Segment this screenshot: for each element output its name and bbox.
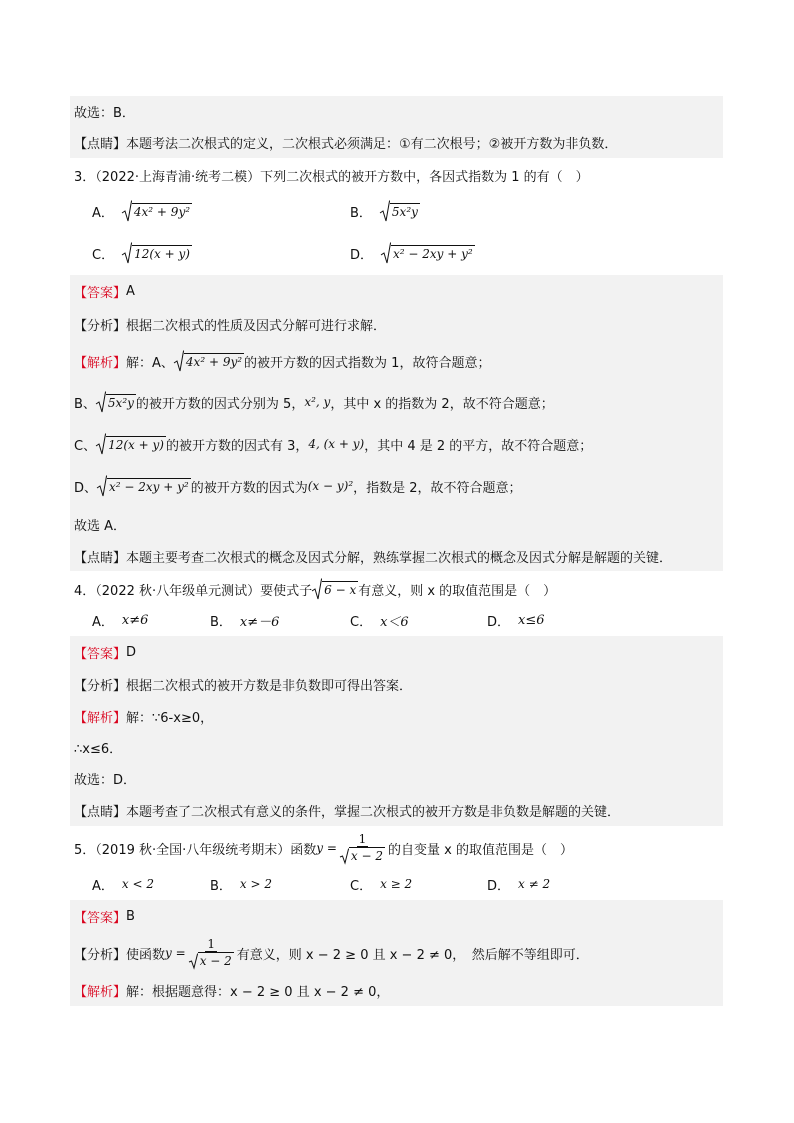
radical-sign-icon (189, 953, 198, 969)
jiexi-tag: 【解析】 (74, 984, 127, 1000)
radical-sign-icon (96, 391, 106, 413)
fenxi-tag: 【分析】 (74, 318, 127, 334)
fenxi-tag: 【分析】 (74, 678, 127, 694)
q3-option-d-radicand: x² − 2xy + y² (393, 247, 473, 261)
fraction: $\frac{1}{x - 2}$ (189, 937, 234, 969)
q4-option-c[interactable]: C． x＜6 (350, 614, 409, 630)
q5-option-a[interactable]: A． x < 2 (92, 877, 154, 894)
q4-dianjing-row: 【点睛】 本题考查了二次根式有意义的条件，掌握二次根式的被开方数是非负数是解题的关键． (70, 794, 723, 826)
q3-option-c-radicand: 12(x + y) (134, 247, 190, 261)
answer-tag: 【答案】 (74, 910, 127, 926)
q3-fenxi: 根据二次根式的性质及因式分解可进行求解． (126, 318, 387, 334)
fenxi-tag: 【分析】 (74, 947, 127, 963)
fraction: $\frac{1}{x - 2}$ (340, 832, 385, 864)
radical-sign-icon (380, 200, 390, 222)
q3-fenxi-row (70, 307, 723, 341)
q4-step2-row: ∴x≤6． (70, 732, 723, 762)
q2-dianjing-row (70, 126, 723, 158)
q3-option-a[interactable]: A． 4x² + 9y² (92, 198, 192, 224)
radical-sign-icon (97, 475, 107, 497)
q3-option-b-radicand: 5x²y (391, 205, 418, 219)
q4-jiexi-row: 【解析】 解：∵6-x≥0， (70, 700, 723, 732)
answer-tag: 【答案】 (74, 285, 127, 301)
q2-dianjing-text: 本题考法二次根式的定义，二次根式必须满足：①有二次根号；②被开方数为非负数． (126, 136, 618, 152)
radical-sign-icon (122, 200, 132, 222)
radical-sign-icon (174, 350, 184, 372)
q3-jiexi-d-row: D、 x² − 2xy + y² 的被开方数的因式为 (x − y)² ，指数是 2，故不符合题意； (70, 465, 723, 507)
q3-option-d[interactable]: D． x² − 2xy + y² (350, 240, 475, 266)
q3-stem: 3．（2022·上海青浦·统考二模）下列二次根式的被开方数中，各因式指数为 1 的有（ ） (74, 169, 589, 185)
q4-answer-row: 【答案】 D (70, 636, 723, 668)
q4-choose-row: 故选：D． (70, 762, 723, 794)
dianjing-tag: 【点睛】 (74, 550, 127, 566)
q4-option-d[interactable]: D． x≤6 (487, 612, 545, 630)
jiexi-tag: 【解析】 (74, 355, 127, 371)
q3-option-c[interactable]: C． 12(x + y) (92, 240, 192, 266)
q3-dianjing-row: 【点睛】 本题主要考查二次根式的概念及因式分解，熟练掌握二次根式的概念及因式分解是解题的关键． (70, 541, 723, 571)
q2-choose-row (70, 96, 723, 126)
q5-stem: 5．（2019 秋·全国·八年级统考期末）函数 y = $\frac{1}{x - 2}$ 的自变量 x 的取值范围是（ ） (74, 832, 573, 863)
q3-option-a-radicand: 4x² + 9y² (133, 205, 191, 219)
q3-jiexi-a-row: 【解析】 解：A、 4x² + 9y² 的被开方数的因式指数为 1，故符合题意； (70, 341, 723, 381)
radical-sign-icon (312, 578, 322, 600)
q3-answer-row (70, 275, 723, 307)
q5-answer-row: 【答案】 B (70, 900, 723, 932)
q5-option-c[interactable]: C． x ≥ 2 (350, 877, 413, 894)
dianjing-tag: 【点睛】 (74, 804, 127, 820)
q4-option-a[interactable]: A． x≠6 (92, 612, 149, 630)
q3-answer: A (126, 283, 135, 299)
q4-option-b[interactable]: B． x≠－6 (210, 614, 280, 630)
dianjing-tag: 【点睛】 (74, 136, 127, 152)
jiexi-tag: 【解析】 (74, 710, 127, 726)
radical-sign-icon (122, 242, 132, 264)
answer-tag: 【答案】 (74, 646, 127, 662)
q5-option-b[interactable]: B． x > 2 (210, 877, 273, 894)
radical-sign-icon (381, 242, 391, 264)
q3-jiexi-b-row: B、 5x²y 的被开方数的因式分别为 5， x², y ，其中 x 的指数为 2，故不符合题意； (70, 381, 723, 423)
q3-jiexi-c-row: C、 12(x + y) 的被开方数的因式有 3， 4, (x + y) ，其中 4 是 2 的平方，故不符合题意； (70, 423, 723, 465)
q2-choose: 故选：B． (74, 105, 135, 121)
q3-choose-row: 故选 A． (70, 507, 723, 541)
q5-fenxi-row: 【分析】 使函数 y = $\frac{1}{x - 2}$ 有意义，则 x − 2 ≥ 0 且 x − 2 ≠ 0， 然后解不等组即可． (70, 932, 723, 974)
q5-jiexi-row: 【解析】 解：根据题意得：x − 2 ≥ 0 且 x − 2 ≠ 0， (70, 974, 723, 1006)
radical-sign-icon (96, 433, 106, 455)
q4-stem: 4．（2022 秋·八年级单元测试）要使式子 6 − x 有意义，则 x 的取值范围是（ ） (70, 575, 723, 603)
q4-fenxi-row: 【分析】 根据二次根式的被开方数是非负数即可得出答案． (70, 668, 723, 700)
q5-option-d[interactable]: D． x ≠ 2 (487, 877, 551, 894)
q3-option-b[interactable]: B． 5x²y (350, 198, 420, 224)
radical-sign-icon (340, 848, 349, 864)
